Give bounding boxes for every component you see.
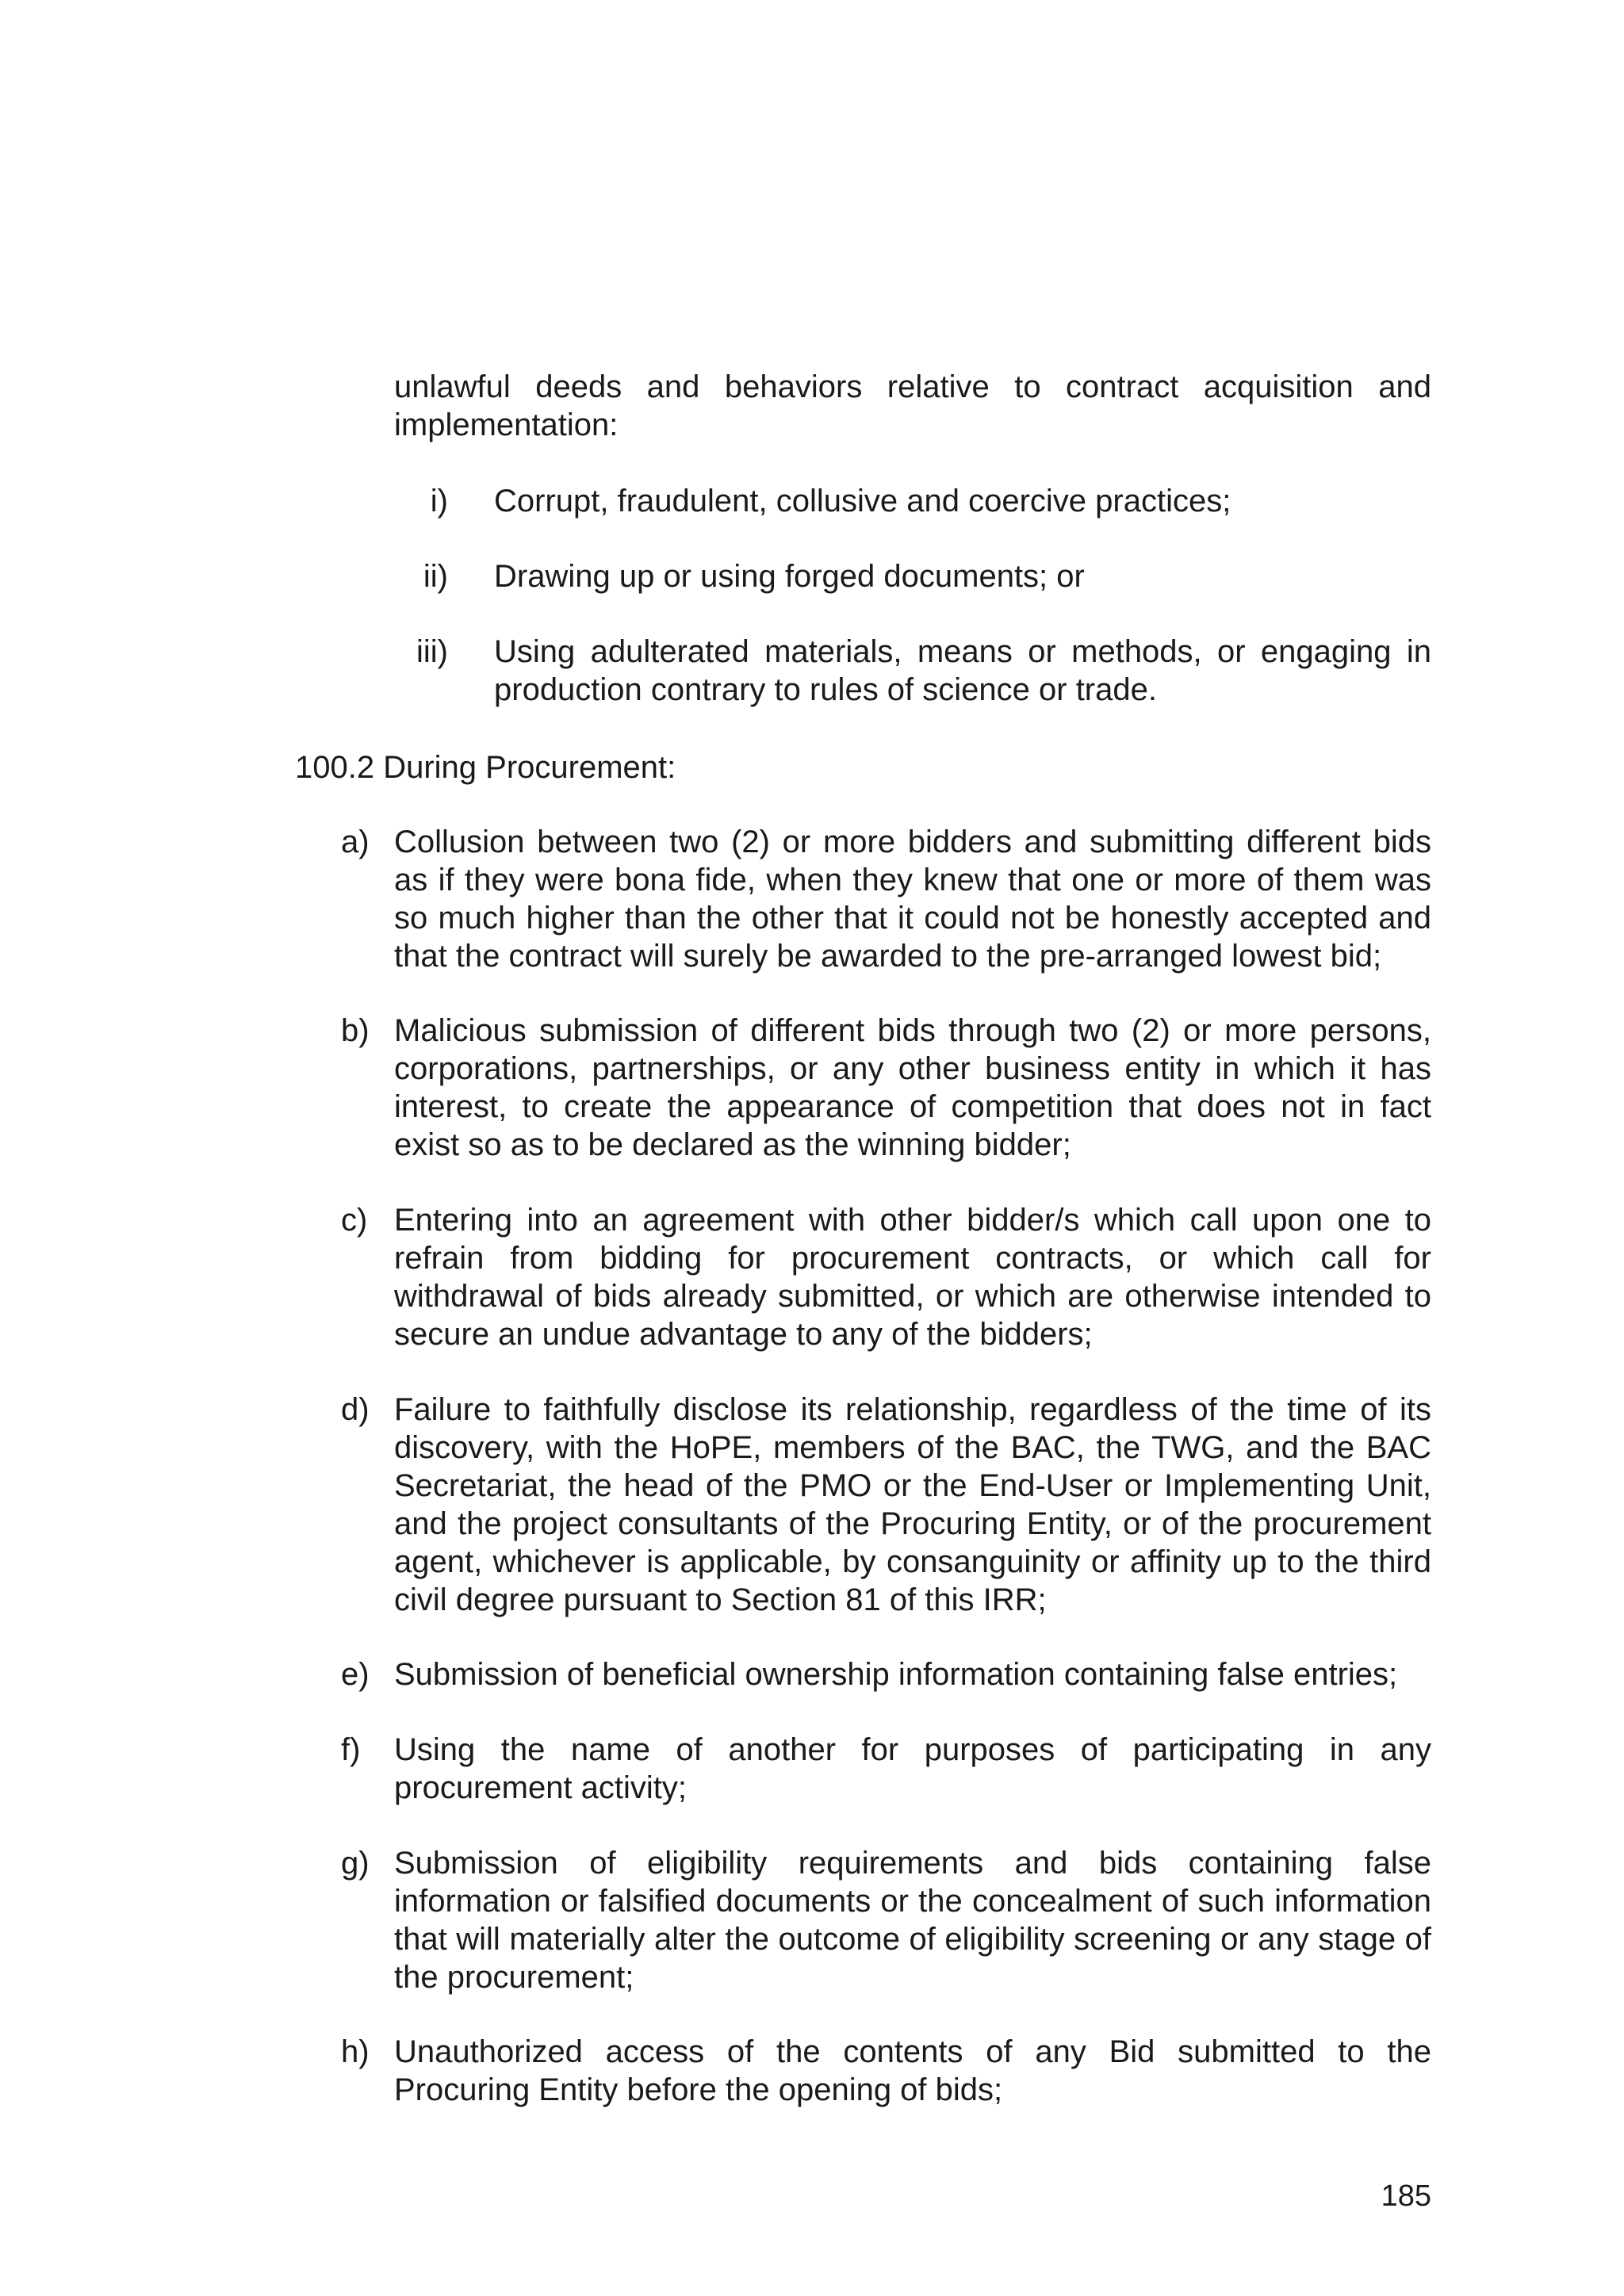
list-text: Unauthorized access of the contents of any Bid submitted to the Procuring Entity before the opening of bids;: [394, 2034, 1431, 2107]
list-text: Corrupt, fraudulent, collusive and coercive practices;: [494, 484, 1231, 519]
list-number: ii): [423, 559, 448, 594]
list-number: i): [430, 484, 448, 519]
list-text: Drawing up or using forged documents; or: [494, 559, 1085, 594]
list-text: Collusion between two (2) or more bidders and submitting different bids as if they were bona fide, when they knew that one or more of them was so much higher than the other that it could not be honestly accepted and that the contract will surely be awarded to the pre-arranged lowest bid;: [394, 825, 1431, 974]
list-label: e): [341, 1657, 370, 1692]
list-label: g): [341, 1846, 370, 1881]
list-label: b): [341, 1013, 370, 1048]
list-label: a): [341, 825, 370, 859]
list-text: Submission of eligibility requirements and bids containing false information or falsified documents or the concealment of such information that will materially alter the outcome of eligibility screening or any stage of the procurement;: [394, 1846, 1431, 1995]
intro-paragraph: unlawful deeds and behaviors relative to contract acquisition and implementation:: [394, 369, 1431, 442]
list-number: iii): [416, 634, 448, 669]
list-text: Entering into an agreement with other bidder/s which call upon one to refrain from bidding for procurement contracts, or which call for withdrawal of bids already submitted, or which are otherwise intended to secure an undue advantage to any of the bidders;: [394, 1203, 1431, 1352]
list-text: Malicious submission of different bids through two (2) or more persons, corporations, partnerships, or any other business entity in which it has interest, to create the appearance of competition that does not in fact exist so as to be declared as the winning bidder;: [394, 1013, 1431, 1162]
list-label: c): [341, 1203, 368, 1238]
list-label: d): [341, 1392, 370, 1427]
list-text: Using adulterated materials, means or methods, or engaging in production contrary to rules of science or trade.: [494, 634, 1431, 707]
list-text: Using the name of another for purposes of participating in any procurement activity;: [394, 1732, 1431, 1805]
list-text: Failure to faithfully disclose its relationship, regardless of the time of its discovery, with the HoPE, members of the BAC, the TWG, and the BAC Secretariat, the head of the PMO or the End-User or Implementing Unit, and the project consultants of the Procuring Entity, or of the procurement agent, whichever is applicable, by consanguinity or affinity up to the third civil degree pursuant to Section 81 of this IRR;: [394, 1392, 1431, 1617]
section-heading: 100.2 During Procurement:: [295, 750, 676, 785]
list-text: Submission of beneficial ownership information containing false entries;: [394, 1657, 1398, 1692]
page-number: 185: [1381, 2179, 1431, 2213]
list-label: h): [341, 2034, 370, 2069]
list-label: f): [341, 1732, 361, 1767]
